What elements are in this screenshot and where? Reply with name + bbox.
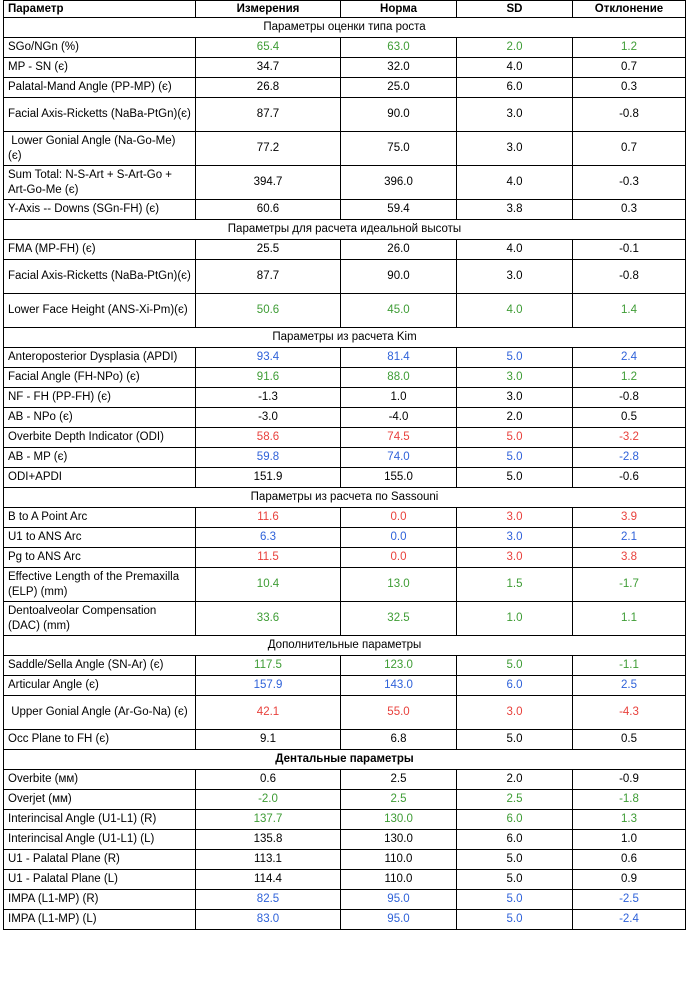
sd-value: 2.5 — [457, 790, 573, 810]
table-row — [4, 388, 686, 408]
deviation-value: 1.2 — [573, 368, 686, 388]
measurement-value: 6.3 — [196, 528, 341, 548]
deviation-value: 1.4 — [573, 294, 686, 328]
parameter-name: Facial Axis-Ricketts (NaBa-PtGn)(є) — [4, 260, 196, 294]
table-row — [4, 548, 686, 568]
header-deviation: Отклонение — [573, 1, 686, 18]
norm-value: 81.4 — [341, 348, 457, 368]
norm-value: 2.5 — [341, 790, 457, 810]
sd-value: 5.0 — [457, 850, 573, 870]
table-row — [4, 448, 686, 468]
measurement-value: 117.5 — [196, 656, 341, 676]
table-row — [4, 408, 686, 428]
norm-value: 95.0 — [341, 890, 457, 910]
norm-value: 32.0 — [341, 58, 457, 78]
norm-value: 1.0 — [341, 388, 457, 408]
table-row — [4, 166, 686, 200]
norm-value: 123.0 — [341, 656, 457, 676]
cephalometric-table — [3, 0, 686, 930]
table-row — [4, 260, 686, 294]
parameter-name: Anteroposterior Dysplasia (APDI) — [4, 348, 196, 368]
parameter-name: Upper Gonial Angle (Ar-Go-Na) (є) — [4, 696, 196, 730]
norm-value: 32.5 — [341, 602, 457, 636]
sd-value: 4.0 — [457, 240, 573, 260]
measurement-value: 25.5 — [196, 240, 341, 260]
parameter-name: U1 to ANS Arc — [4, 528, 196, 548]
parameter-name: Facial Angle (FH-NPo) (є) — [4, 368, 196, 388]
parameter-name: Overjet (мм) — [4, 790, 196, 810]
measurement-value: 135.8 — [196, 830, 341, 850]
parameter-name: Lower Gonial Angle (Na-Go-Me) (є) — [4, 132, 196, 166]
deviation-value: 0.3 — [573, 78, 686, 98]
norm-value: 0.0 — [341, 528, 457, 548]
sd-value: 5.0 — [457, 656, 573, 676]
section-title: Параметры из расчета Kim — [4, 328, 686, 348]
table-row — [4, 528, 686, 548]
sd-value: 3.0 — [457, 132, 573, 166]
sd-value: 1.5 — [457, 568, 573, 602]
sd-value: 5.0 — [457, 468, 573, 488]
table-row — [4, 810, 686, 830]
norm-value: 0.0 — [341, 508, 457, 528]
table-row — [4, 428, 686, 448]
measurement-value: 151.9 — [196, 468, 341, 488]
parameter-name: Lower Face Height (ANS-Xi-Pm)(є) — [4, 294, 196, 328]
table-row — [4, 568, 686, 602]
measurement-value: 50.6 — [196, 294, 341, 328]
sd-value: 6.0 — [457, 78, 573, 98]
measurement-value: 77.2 — [196, 132, 341, 166]
deviation-value: 0.5 — [573, 408, 686, 428]
section-title: Параметры оценки типа роста — [4, 18, 686, 38]
parameter-name: Occ Plane to FH (є) — [4, 730, 196, 750]
sd-value: 4.0 — [457, 166, 573, 200]
sd-value: 5.0 — [457, 448, 573, 468]
sd-value: 2.0 — [457, 408, 573, 428]
parameter-name: U1 - Palatal Plane (L) — [4, 870, 196, 890]
section-title: Дополнительные параметры — [4, 636, 686, 656]
parameter-name: Overbite Depth Indicator (ODI) — [4, 428, 196, 448]
deviation-value: 1.3 — [573, 810, 686, 830]
table-row — [4, 468, 686, 488]
section-header-row — [4, 220, 686, 240]
parameter-name: ODI+APDI — [4, 468, 196, 488]
deviation-value: -0.8 — [573, 260, 686, 294]
measurement-value: 58.6 — [196, 428, 341, 448]
sd-value: 5.0 — [457, 870, 573, 890]
measurement-value: 33.6 — [196, 602, 341, 636]
parameter-name: Facial Axis-Ricketts (NaBa-PtGn)(є) — [4, 98, 196, 132]
measurement-value: 87.7 — [196, 260, 341, 294]
section-title: Параметры из расчета по Sassouni — [4, 488, 686, 508]
deviation-value: 3.8 — [573, 548, 686, 568]
table-row — [4, 870, 686, 890]
table-row — [4, 676, 686, 696]
deviation-value: -0.8 — [573, 98, 686, 132]
header-row — [4, 1, 686, 18]
header-measurement: Измерения — [196, 1, 341, 18]
table-row — [4, 368, 686, 388]
sd-value: 5.0 — [457, 910, 573, 930]
deviation-value: 1.1 — [573, 602, 686, 636]
parameter-name: B to A Point Arc — [4, 508, 196, 528]
sd-value: 3.0 — [457, 98, 573, 132]
parameter-name: Palatal-Mand Angle (PP-MP) (є) — [4, 78, 196, 98]
parameter-name: MP - SN (є) — [4, 58, 196, 78]
parameter-name: NF - FH (PP-FH) (є) — [4, 388, 196, 408]
norm-value: 110.0 — [341, 870, 457, 890]
deviation-value: -0.6 — [573, 468, 686, 488]
norm-value: 95.0 — [341, 910, 457, 930]
sd-value: 2.0 — [457, 770, 573, 790]
deviation-value: 2.1 — [573, 528, 686, 548]
measurement-value: 91.6 — [196, 368, 341, 388]
section-title: Дентальные параметры — [4, 750, 686, 770]
norm-value: 6.8 — [341, 730, 457, 750]
measurement-value: 26.8 — [196, 78, 341, 98]
parameter-name: Sum Total: N-S-Art + S-Art-Go + Art-Go-Me (є) — [4, 166, 196, 200]
section-header-row — [4, 750, 686, 770]
parameter-name: Overbite (мм) — [4, 770, 196, 790]
sd-value: 6.0 — [457, 676, 573, 696]
norm-value: 155.0 — [341, 468, 457, 488]
measurement-value: 93.4 — [196, 348, 341, 368]
measurement-value: 113.1 — [196, 850, 341, 870]
norm-value: 55.0 — [341, 696, 457, 730]
parameter-name: AB - MP (є) — [4, 448, 196, 468]
table-row — [4, 602, 686, 636]
parameter-name: Pg to ANS Arc — [4, 548, 196, 568]
parameter-name: Y-Axis -- Downs (SGn-FH) (є) — [4, 200, 196, 220]
parameter-name: Interincisal Angle (U1-L1) (L) — [4, 830, 196, 850]
deviation-value: 0.7 — [573, 132, 686, 166]
deviation-value: -1.7 — [573, 568, 686, 602]
measurement-value: 0.6 — [196, 770, 341, 790]
norm-value: 110.0 — [341, 850, 457, 870]
header-sd: SD — [457, 1, 573, 18]
norm-value: 90.0 — [341, 98, 457, 132]
norm-value: 90.0 — [341, 260, 457, 294]
parameter-name: Dentoalveolar Compensation (DAC) (mm) — [4, 602, 196, 636]
measurement-value: 11.5 — [196, 548, 341, 568]
deviation-value: -0.1 — [573, 240, 686, 260]
table-row — [4, 830, 686, 850]
parameter-name: FMA (MP-FH) (є) — [4, 240, 196, 260]
deviation-value: -1.8 — [573, 790, 686, 810]
measurement-value: 137.7 — [196, 810, 341, 830]
measurement-value: 59.8 — [196, 448, 341, 468]
measurement-value: 157.9 — [196, 676, 341, 696]
parameter-name: AB - NPo (є) — [4, 408, 196, 428]
measurement-value: 10.4 — [196, 568, 341, 602]
section-header-row — [4, 328, 686, 348]
sd-value: 6.0 — [457, 830, 573, 850]
measurement-value: 65.4 — [196, 38, 341, 58]
parameter-name: IMPA (L1-MP) (L) — [4, 910, 196, 930]
deviation-value: -2.5 — [573, 890, 686, 910]
sd-value: 3.0 — [457, 388, 573, 408]
sd-value: 6.0 — [457, 810, 573, 830]
deviation-value: 1.0 — [573, 830, 686, 850]
measurement-value: 34.7 — [196, 58, 341, 78]
deviation-value: -4.3 — [573, 696, 686, 730]
norm-value: 13.0 — [341, 568, 457, 602]
parameter-name: Articular Angle (є) — [4, 676, 196, 696]
norm-value: 143.0 — [341, 676, 457, 696]
norm-value: 59.4 — [341, 200, 457, 220]
sd-value: 5.0 — [457, 890, 573, 910]
deviation-value: -1.1 — [573, 656, 686, 676]
norm-value: 2.5 — [341, 770, 457, 790]
measurement-value: 9.1 — [196, 730, 341, 750]
parameter-name: SGo/NGn (%) — [4, 38, 196, 58]
deviation-value: 0.3 — [573, 200, 686, 220]
sd-value: 5.0 — [457, 730, 573, 750]
parameter-name: Interincisal Angle (U1-L1) (R) — [4, 810, 196, 830]
deviation-value: 3.9 — [573, 508, 686, 528]
table-row — [4, 890, 686, 910]
deviation-value: -3.2 — [573, 428, 686, 448]
parameter-name: U1 - Palatal Plane (R) — [4, 850, 196, 870]
deviation-value: -2.8 — [573, 448, 686, 468]
measurement-value: 82.5 — [196, 890, 341, 910]
norm-value: 130.0 — [341, 830, 457, 850]
table-body — [4, 18, 686, 930]
measurement-value: 60.6 — [196, 200, 341, 220]
norm-value: 88.0 — [341, 368, 457, 388]
norm-value: 396.0 — [341, 166, 457, 200]
table-row — [4, 910, 686, 930]
table-row — [4, 78, 686, 98]
norm-value: 75.0 — [341, 132, 457, 166]
table-row — [4, 200, 686, 220]
sd-value: 3.0 — [457, 368, 573, 388]
norm-value: 25.0 — [341, 78, 457, 98]
sd-value: 3.8 — [457, 200, 573, 220]
measurement-value: -3.0 — [196, 408, 341, 428]
sd-value: 2.0 — [457, 38, 573, 58]
sd-value: 3.0 — [457, 548, 573, 568]
norm-value: 74.0 — [341, 448, 457, 468]
norm-value: -4.0 — [341, 408, 457, 428]
header-parameter: Параметр — [4, 1, 196, 18]
table-row — [4, 132, 686, 166]
table-row — [4, 730, 686, 750]
deviation-value: -2.4 — [573, 910, 686, 930]
sd-value: 1.0 — [457, 602, 573, 636]
deviation-value: 2.4 — [573, 348, 686, 368]
table-row — [4, 294, 686, 328]
table-row — [4, 790, 686, 810]
table-row — [4, 98, 686, 132]
measurement-value: 83.0 — [196, 910, 341, 930]
table-row — [4, 58, 686, 78]
deviation-value: 0.9 — [573, 870, 686, 890]
table-row — [4, 770, 686, 790]
table-row — [4, 696, 686, 730]
measurement-value: 87.7 — [196, 98, 341, 132]
measurement-value: -2.0 — [196, 790, 341, 810]
norm-value: 0.0 — [341, 548, 457, 568]
sd-value: 3.0 — [457, 260, 573, 294]
table-row — [4, 240, 686, 260]
deviation-value: 0.5 — [573, 730, 686, 750]
section-title: Параметры для расчета идеальной высоты — [4, 220, 686, 240]
deviation-value: 2.5 — [573, 676, 686, 696]
header-norm: Норма — [341, 1, 457, 18]
norm-value: 74.5 — [341, 428, 457, 448]
measurement-value: -1.3 — [196, 388, 341, 408]
deviation-value: -0.9 — [573, 770, 686, 790]
parameter-name: Effective Length of the Premaxilla (ELP) (mm) — [4, 568, 196, 602]
norm-value: 63.0 — [341, 38, 457, 58]
table-row — [4, 850, 686, 870]
deviation-value: -0.8 — [573, 388, 686, 408]
table-row — [4, 38, 686, 58]
sd-value: 4.0 — [457, 294, 573, 328]
sd-value: 4.0 — [457, 58, 573, 78]
sd-value: 3.0 — [457, 528, 573, 548]
section-header-row — [4, 488, 686, 508]
norm-value: 45.0 — [341, 294, 457, 328]
table-row — [4, 656, 686, 676]
deviation-value: 0.7 — [573, 58, 686, 78]
norm-value: 130.0 — [341, 810, 457, 830]
sd-value: 5.0 — [457, 428, 573, 448]
norm-value: 26.0 — [341, 240, 457, 260]
parameter-name: Saddle/Sella Angle (SN-Ar) (є) — [4, 656, 196, 676]
deviation-value: 0.6 — [573, 850, 686, 870]
deviation-value: 1.2 — [573, 38, 686, 58]
section-header-row — [4, 636, 686, 656]
parameter-name: IMPA (L1-MP) (R) — [4, 890, 196, 910]
measurement-value: 11.6 — [196, 508, 341, 528]
measurement-value: 114.4 — [196, 870, 341, 890]
deviation-value: -0.3 — [573, 166, 686, 200]
measurement-value: 42.1 — [196, 696, 341, 730]
sd-value: 3.0 — [457, 508, 573, 528]
section-header-row — [4, 18, 686, 38]
sd-value: 3.0 — [457, 696, 573, 730]
measurement-value: 394.7 — [196, 166, 341, 200]
table-row — [4, 508, 686, 528]
table-row — [4, 348, 686, 368]
sd-value: 5.0 — [457, 348, 573, 368]
